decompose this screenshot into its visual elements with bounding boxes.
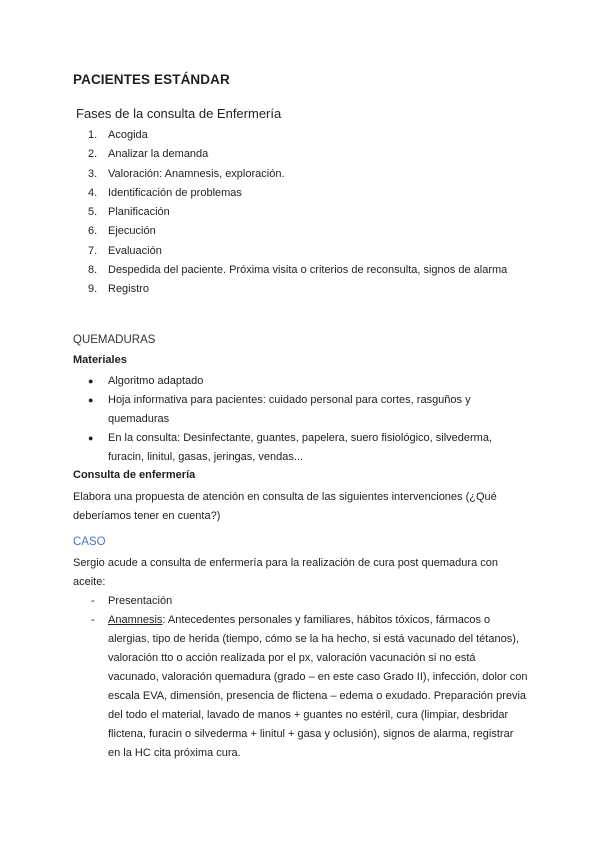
bullet-icon: ●: [88, 376, 94, 386]
list-item: ● Algoritmo adaptado: [0, 372, 600, 391]
list-item: ● Hoja informativa para pacientes: cuidado personal para cortes, rasguños y quemaduras: [0, 391, 600, 429]
anamnesis-label: Anamnesis: [108, 614, 163, 626]
consulta-label: Consulta de enfermería: [73, 469, 196, 481]
list-item: - Presentación: [91, 595, 173, 607]
section-subtitle: Fases de la consulta de Enfermería: [76, 106, 282, 121]
materiales-list: [0, 372, 600, 467]
consulta-text: Elabora una propuesta de atención en consulta de las siguientes intervenciones (¿Qué deberíamos tener en cuenta?): [73, 491, 497, 522]
document-page: PACIENTES ESTÁNDAR Fases de la consulta de Enfermería 1. Acogida 2. Analizar la demanda 3. Valoración: Anamnesis, exploración. 4. Identificación de problemas 5. Planificación 6. Ejecución 7. Evaluación 8. Despedida del paciente. Próxima visita o criterios de reconsulta, signos de alarma 9. Registro QUEMADURAS Materiales ● Algoritmo adaptado ● Hoja informativa para pacientes: cuidado personal para cortes, rasguños y quemaduras ● En la consulta: Desinfectante, guantes, papelera, suero fisiológico, silvederma, furacin, linitul, gasas, jeringas, vendas... Consulta de enfermería Elabora una propuesta de atención en consulta de las siguientes intervenciones (¿Qué deberíamos tener en cuenta?) CASO Sergio acude a consulta de enfermería para la realización de cura post quemadura con aceite: - Presentación - Anamnesis: Antecedentes personales y familiares, hábitos tóxicos, fármacos o alergias, tipo de herida (tiempo, cómo se la ha hecho, si está vacunado del tétanos), valoración tto o acción realizada por el px, valoración vacunación si no está vacunado, valoración quemadura (grado – en este caso Grado II), infección, dolor con escala EVA, dimensión, presencia de flictena – edema o exudado. Preparación previa del todo el material, lavado de manos + guantes no estéril, cura (limpiar, desbridar flictena, furacin o silvederma + linitul + gasa y oclusión), signos de alarma, registrar en la HC cita próxima cura.: [0, 0, 600, 848]
caso-heading: CASO: [73, 536, 106, 548]
list-item: - Anamnesis: Antecedentes personales y familiares, hábitos tóxicos, fármacos o alergias, tipo de herida (tiempo, cómo se la ha hecho, si está vacunado del tétanos), valoración tto o acción realizada por el px, valoración vacunación si no está vacunado, valoración quemadura (grado – en este caso Grado II), infección, dolor con escala EVA, dimensión, presencia de flictena – edema o exudado. Preparación previa del todo el material, lavado de manos + guantes no estéril, cura (limpiar, desbridar flictena, furacin o silvederma + linitul + gasa y oclusión), signos de alarma, registrar en la HC cita próxima cura.: [91, 614, 528, 759]
quemaduras-heading: QUEMADURAS: [73, 334, 156, 346]
bullet-icon: ●: [88, 395, 94, 405]
list-item: ● En la consulta: Desinfectante, guantes, papelera, suero fisiológico, silvederma, furacin, linitul, gasas, jeringas, vendas...: [0, 429, 600, 467]
caso-list: [0, 592, 600, 763]
page-title: PACIENTES ESTÁNDAR: [73, 72, 230, 87]
materiales-label: Materiales: [73, 354, 127, 366]
bullet-icon: ●: [88, 433, 94, 443]
caso-intro: Sergio acude a consulta de enfermería para la realización de cura post quemadura con aceite:: [73, 557, 498, 588]
